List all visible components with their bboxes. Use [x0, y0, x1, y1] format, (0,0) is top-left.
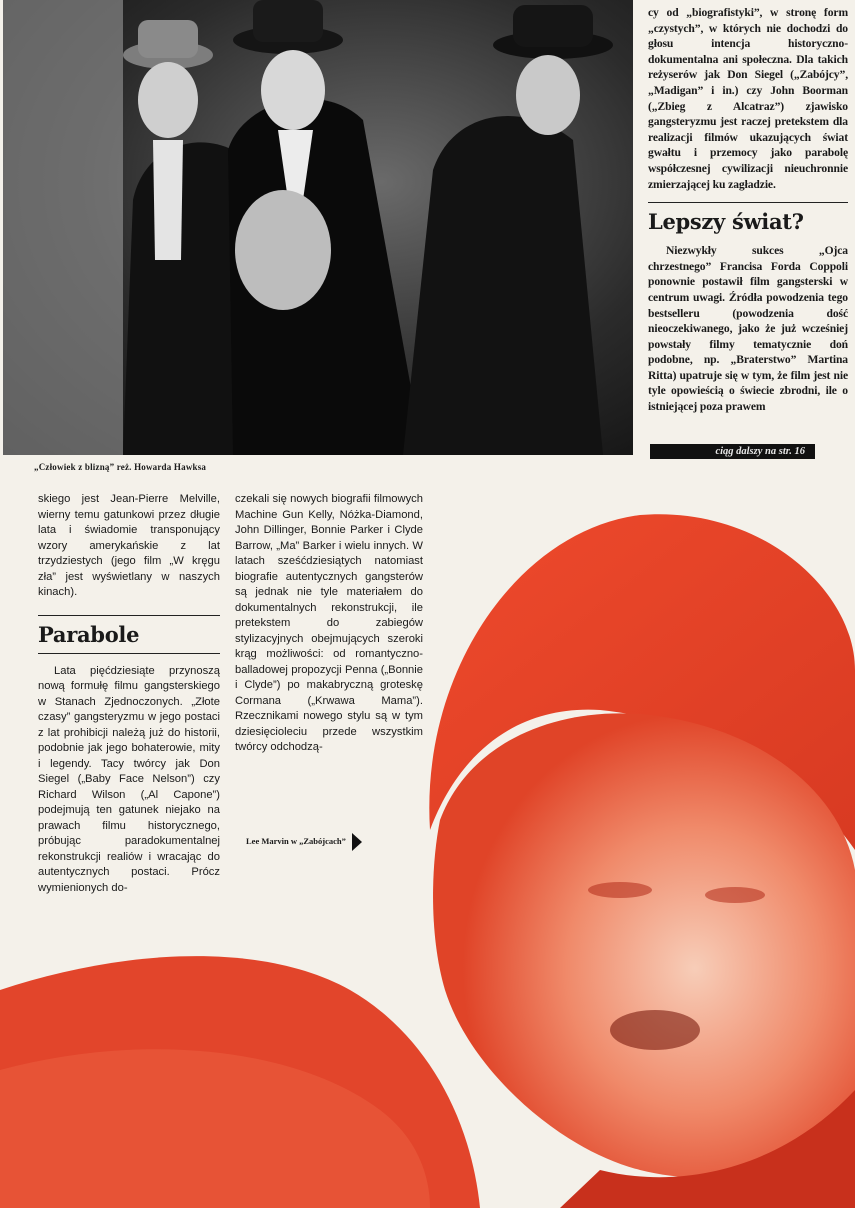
left-paragraph-2: Lata pięćdziesiąte przynoszą nową formułę filmu gangsterskiego w Stanach Zjednoczonych. „Złote czasy” gangsteryzmu w jego postaci z lat prohibicji należą już do historii, podobnie jak jego bohaterowie, mity i legendy. Tacy twórcy jak Don Siegel („Baby Face Nelson”) czy Richard Wilson („Al Capone”) podejmują ten gatunek niejako na prawach filmu historycznego, próbując paradokumentalnej rekonstrukcji realiów i wracając do autentycznych postaci. Prócz wymienionych do-	[38, 664, 220, 894]
divider	[648, 202, 848, 203]
photo-scarface-still	[3, 0, 633, 455]
right-paragraph-2: Niezwykły sukces „Ojca chrzestnego” Francisa Forda Coppoli ponownie postawił film gangsterski w centrum uwagi. Źródła powodzenia tego bestselleru (powodzenia dość nieoczekiwanego, jako że już wcześniej powstały filmy tematycznie doń podobne, np. „Braterstwo” Martina Ritta) upatruje się w tym, że film jest nie tyle opowieścią o świecie zbrodni, ile o istniejącej poza prawem	[648, 244, 848, 414]
caption-top-photo: „Człowiek z blizną” reż. Howarda Hawksa	[34, 462, 207, 472]
divider	[38, 615, 220, 616]
divider	[38, 653, 220, 654]
section-heading-parabole: Parabole	[38, 621, 140, 647]
left-column-text	[38, 492, 220, 896]
caption-bottom-photo	[246, 833, 362, 851]
left-paragraph-1: skiego jest Jean-Pierre Melville, wierny temu gatunkowi przez długie lata i świadomie transponujący wzory amerykańskie z lat trzydziestych (jego film „W kręgu zła” jest wyświetlany w naszych kinach).	[38, 493, 220, 598]
photo-scarface-figures	[3, 0, 633, 455]
right-paragraph-1: cy od „biografistyki”, w stronę form „czystych”, w których nie dochodzi do głosu intencja historyczno-dokumentalna ani społeczna. Dla takich reżyserów jak Don Siegel („Zabójcy”, „Madigan” i in.) czy John Boorman („Zbieg z Alcatraz”) zjawisko gangsteryzmu jest raczej pretekstem dla realizacji filmów ukazujących świat gwałtu i przemocy jako parabolę współczesnej cywilizacji nieuchronnie zmierzającej ku zagładzie.	[648, 6, 848, 191]
caption-bottom-text: Lee Marvin w „Zabójcach”	[246, 835, 346, 846]
continued-banner: ciąg dalszy na str. 16	[650, 444, 815, 459]
right-column-text	[648, 5, 848, 415]
arrow-right-icon	[352, 833, 362, 851]
middle-paragraph-1: czekali się nowych biografii filmowych Machine Gun Kelly, Nóżka-Diamond, John Dillinger, Bonnie Parker i Clyde Barrow, „Ma” Barker i wielu innych. W latach sześćdziesiątych natomiast biografie autentycznych gangsterów są jednak nie tyle materiałem do dokumentalnych rekonstrukcji, ile pretekstem do zabiegów stylizacyjnych obejmujących szeroki krąg możliwości: od romantyczno-balladowej propozycji Penna („Bonnie i Clyde”) po makabryczną groteskę Cormana („Krwawa Mama”). Rzecznikami nowego stylu są w tym dziesięcioleciu przede wszystkim twórcy odchodzą-	[235, 493, 423, 753]
section-heading-lepszy-swiat: Lepszy świat?	[648, 209, 804, 235]
middle-column-text	[235, 492, 423, 756]
